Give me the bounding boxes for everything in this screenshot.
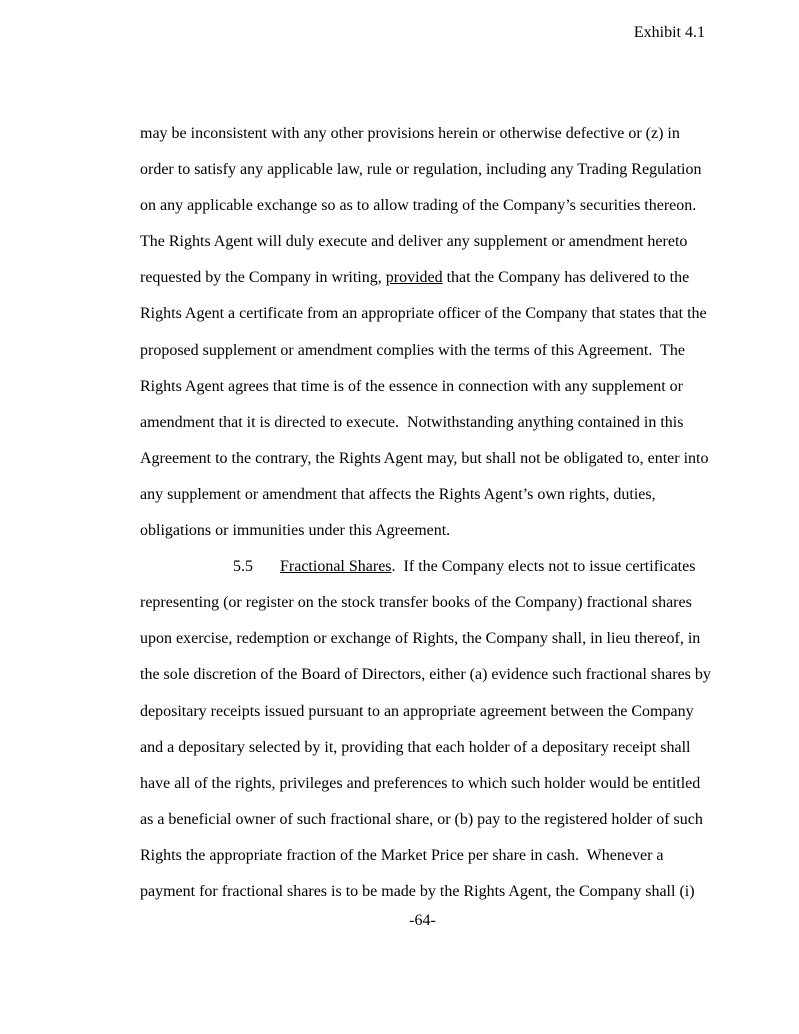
document-line bbox=[140, 802, 705, 838]
text-segment: order to satisfy any applicable law, rule or regulation, including any Trading Regulation bbox=[140, 161, 702, 179]
document-line bbox=[140, 405, 705, 441]
document-line bbox=[140, 260, 705, 296]
document-line bbox=[140, 188, 705, 224]
text-segment: that the Company has delivered to the bbox=[442, 269, 690, 287]
text-segment: upon exercise, redemption or exchange of Rights, the Company shall, in lieu thereof, in bbox=[140, 630, 701, 648]
header-exhibit-label: Exhibit 4.1 bbox=[633, 24, 705, 41]
document-line bbox=[140, 369, 705, 405]
underlined-text-segment: provided bbox=[385, 269, 443, 287]
document-line bbox=[140, 441, 709, 477]
text-segment: requested by the Company in writing, bbox=[140, 269, 386, 287]
document-line bbox=[140, 585, 705, 621]
text-segment: Agreement to the contrary, the Rights Agent may, but shall not be obligated to, enter into bbox=[140, 449, 709, 467]
underlined-text-segment: Fractional Shares bbox=[280, 558, 392, 576]
document-line bbox=[140, 296, 705, 332]
text-segment: Rights Agent a certificate from an appropriate officer of the Company that states that the bbox=[140, 305, 707, 323]
document-line bbox=[140, 766, 705, 802]
document-line bbox=[140, 116, 705, 152]
text-segment: . If the Company elects not to issue certificates bbox=[391, 558, 696, 576]
document-line bbox=[140, 549, 705, 585]
document-line bbox=[140, 657, 711, 693]
text-segment: the sole discretion of the Board of Directors, either (a) evidence such fractional shares by bbox=[140, 666, 711, 684]
document-line bbox=[140, 477, 705, 513]
document-line bbox=[140, 730, 705, 766]
text-segment: obligations or immunities under this Agreement. bbox=[140, 522, 451, 540]
text-segment: as a beneficial owner of such fractional share, or (b) pay to the registered holder of such bbox=[140, 810, 703, 828]
document-line bbox=[140, 874, 705, 910]
text-segment: amendment that it is directed to execute. Notwithstanding anything contained in this bbox=[140, 413, 684, 431]
text-segment: proposed supplement or amendment complies with the terms of this Agreement. The bbox=[140, 341, 685, 359]
document-body bbox=[140, 116, 711, 910]
text-segment: Rights the appropriate fraction of the Market Price per share in cash. Whenever a bbox=[140, 846, 664, 864]
document-line bbox=[140, 621, 705, 657]
text-segment: Rights Agent agrees that time is of the essence in connection with any supplement or bbox=[140, 377, 683, 395]
text-segment: on any applicable exchange so as to allow trading of the Company’s securities thereon. bbox=[140, 197, 697, 215]
document-line bbox=[140, 333, 705, 369]
text-segment: representing (or register on the stock transfer books of the Company) fractional shares bbox=[140, 594, 692, 612]
footer-page-number: -64- bbox=[409, 912, 436, 929]
text-segment: may be inconsistent with any other provisions herein or otherwise defective or (z) in bbox=[140, 125, 680, 142]
text-segment: and a depositary selected by it, providing that each holder of a depositary receipt shall bbox=[140, 738, 691, 756]
text-segment: depositary receipts issued pursuant to an appropriate agreement between the Company bbox=[140, 702, 694, 720]
text-segment: have all of the rights, privileges and preferences to which such holder would be entitled bbox=[140, 774, 701, 792]
text-segment: any supplement or amendment that affects the Rights Agent’s own rights, duties, bbox=[140, 485, 656, 503]
document-line bbox=[140, 694, 705, 730]
document-line bbox=[140, 152, 705, 188]
document-line bbox=[140, 838, 705, 874]
document-line bbox=[140, 224, 705, 260]
text-segment: payment for fractional shares is to be made by the Rights Agent, the Company shall (i) bbox=[140, 882, 695, 900]
document-line bbox=[140, 513, 705, 549]
text-segment: 5.5 bbox=[233, 558, 253, 576]
text-segment: The Rights Agent will duly execute and deliver any supplement or amendment hereto bbox=[140, 233, 688, 251]
